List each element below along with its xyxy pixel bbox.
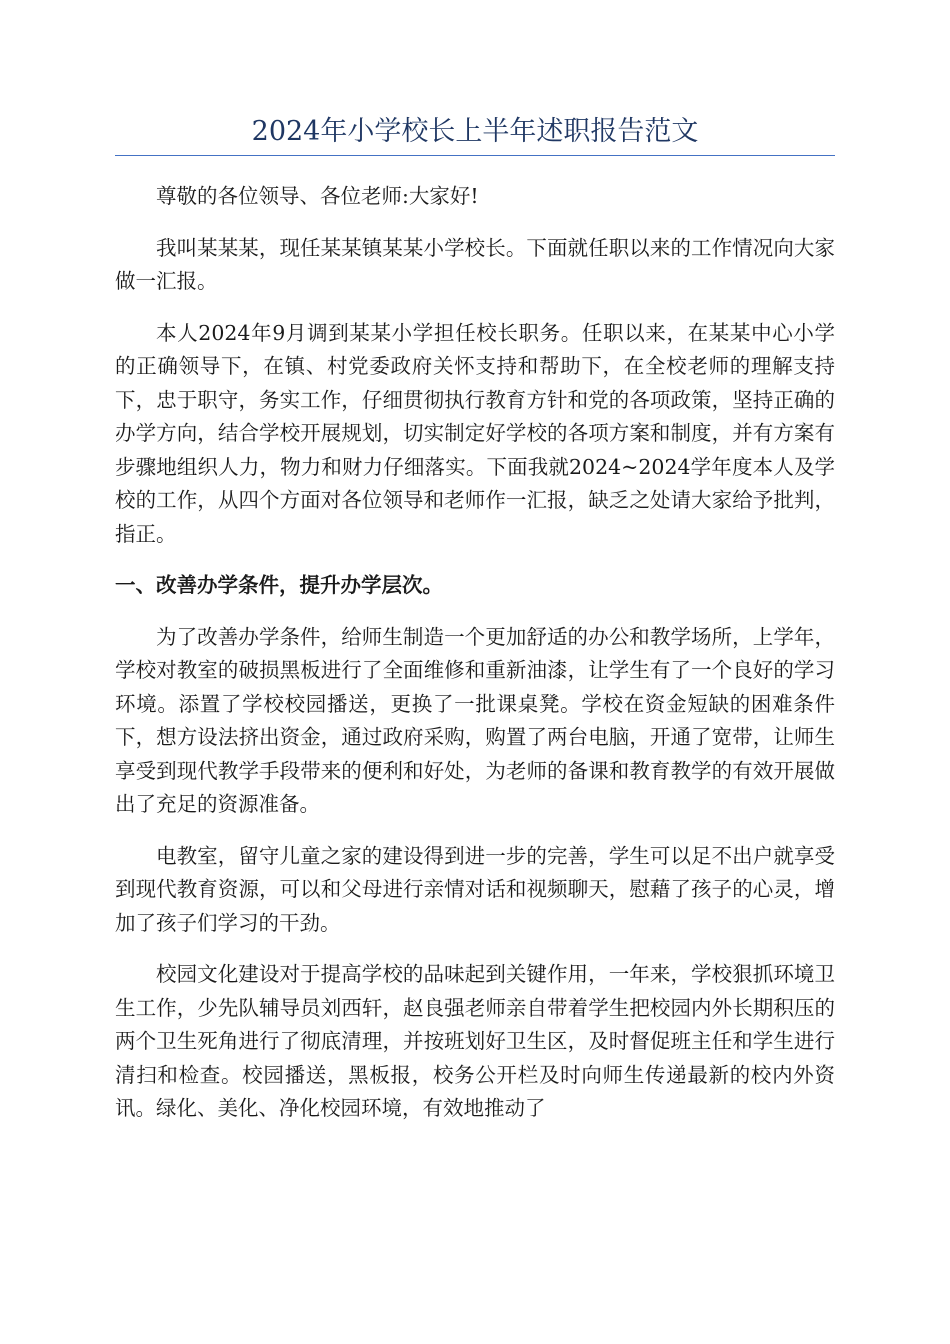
- section1-paragraph-facilities: 为了改善办学条件，给师生制造一个更加舒适的办公和教学场所，上学年，学校对教室的破损黑板进行了全面维修和重新油漆，让学生有了一个良好的学习环境。添置了学校校园播送，更换了一批课桌凳。学校在资金短缺的困难条件下，想方设法挤出资金，通过政府采购，购置了两台电脑，开通了宽带，让师生享受到现代教学手段带来的便利和好处，为老师的备课和教育教学的有效开展做出了充足的资源准备。: [115, 624, 835, 816]
- salutation: 尊敬的各位领导、各位老师:大家好!: [156, 184, 479, 208]
- paragraph-introduction: 我叫某某某，现任某某镇某某小学校长。下面就任职以来的工作情况向大家做一汇报。: [115, 235, 835, 293]
- document-page: [115, 0, 835, 1344]
- paragraph-overview: 本人2024年9月调到某某小学担任校长职务。任职以来，在某某中心小学的正确领导下，在镇、村党委政府关怀支持和帮助下，在全校老师的理解支持下，忠于职守，务实工作，仔细贯彻执行教育方针和党的各项政策，坚持正确的办学方向，结合学校开展规划，切实制定好学校的各项方案和制度，并有方案有步骤地组织人力，物力和财力仔细落实。下面我就2024~2024学年度本人及学校的工作，从四个方面对各位领导和老师作一汇报，缺乏之处请大家给予批判，指正。: [115, 320, 835, 546]
- section1-paragraph-campus-culture: 校园文化建设对于提高学校的品味起到关键作用，一年来，学校狠抓环境卫生工作，少先队辅导员刘西轩，赵良强老师亲自带着学生把校园内外长期积压的两个卫生死角进行了彻底清理，并按班划好卫生区，及时督促班主任和学生进行清扫和检查。校园播送，黑板报，校务公开栏及时向师生传递最新的校内外资讯。绿化、美化、净化校园环境，有效地推动了: [115, 962, 835, 1120]
- section-heading-1: 一、改善办学条件，提升办学层次。: [115, 573, 443, 597]
- title-underline: [115, 155, 835, 156]
- document-body: [115, 180, 835, 1144]
- document-title: 2024年小学校长上半年述职报告范文: [251, 116, 699, 147]
- section1-paragraph-electronic-classroom: 电教室，留守儿童之家的建设得到进一步的完善，学生可以足不出户就享受到现代教育资源，可以和父母进行亲情对话和视频聊天，慰藉了孩子的心灵，增加了孩子们学习的干劲。: [115, 843, 835, 935]
